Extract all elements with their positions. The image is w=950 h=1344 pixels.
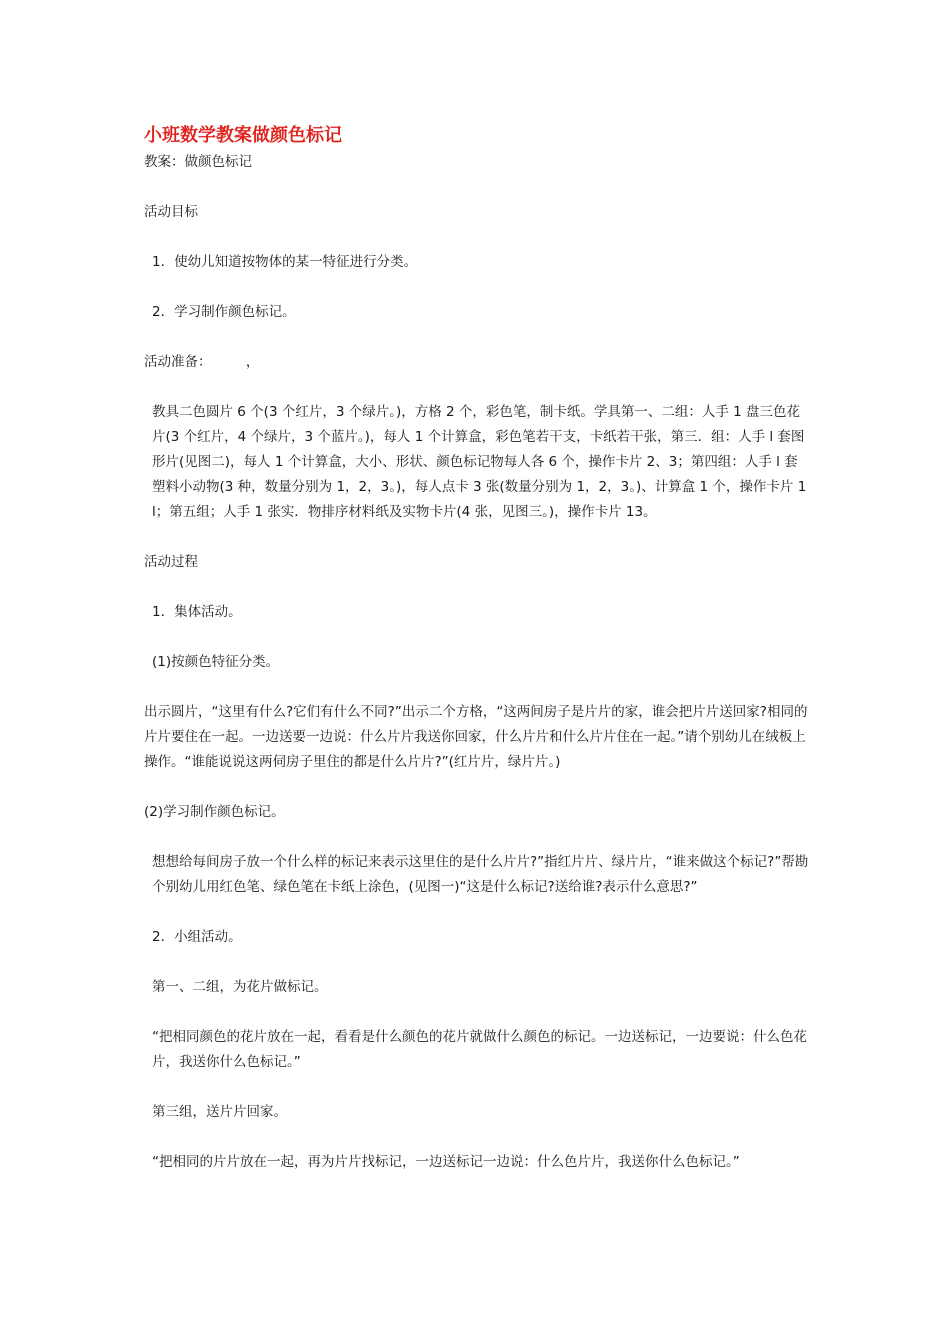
preparation-paragraph: 教具二色圆片 6 个(3 个红片，3 个绿片。)，方格 2 个，彩色笔，制卡纸。学具第一、二组：人手 1 盘三色花片(3 个红片，4 个绿片，3 个蓝片。)，每人 1 个计算盒，彩色笔若干支，卡纸若干张，第三．组：人手 l 套图形片(见图二)，每人 1 个计算盒，大小、形状、颜色标记物每人各 6 个，操作卡片 2、3；第四组：人手 l 套塑料小动物(3 种，数量分别为 1，2，3。)，每人点卡 3 张(数量分别为 1，2，3。)、计算盒 1 个，操作卡片 1l；第五组；人手 1 张实．物排序材料纸及实物卡片(4 张，见图三。)，操作卡片 13。	[152, 404, 807, 520]
group-1-2-heading: 第一、二组，为花片做标记。	[152, 979, 328, 995]
process-paragraph-1: 出示圆片，“这里有什么?它们有什么不同?”出示二个方格，“这两间房子是片片的家，谁会把片片送回家?相同的片片要住在一起。一边送要一边说：什么片片我送你回家，什么片片和什么片片住在一起。”请个别幼儿在绒板上操作。“谁能说说这两伺房子里住的都是什么片片?”(红片片，绿片片。)	[144, 704, 808, 770]
section-heading-goals: 活动目标	[144, 204, 198, 220]
document-page	[144, 122, 810, 1175]
process-paragraph-2: 想想给每间房子放一个什么样的标记来表示这里住的是什么片片?”指红片片、绿片片，“谁来做这个标记?”帮勘个别幼儿用红色笔、绿色笔在卡纸上涂色，(见图一)“这是什么标记?送给谁?表示什么意思?”	[152, 854, 809, 895]
goal-item-2: 2．学习制作颜色标记。	[152, 304, 296, 320]
section-heading-preparation: 活动准备： ，	[144, 354, 260, 370]
group-3-heading: 第三组，送片片回家。	[152, 1104, 287, 1120]
group-1-2-paragraph: “把相同颜色的花片放在一起，看看是什么颜色的花片就做什么颜色的标记。一边送标记，一边要说：什么色花片，我送你什么色标记。”	[152, 1029, 807, 1070]
process-step-1: 1．集体活动。	[152, 604, 242, 620]
section-heading-process: 活动过程	[144, 554, 198, 570]
process-substep-1: (1)按颜色特征分类。	[152, 654, 280, 670]
lesson-subtitle: 教案：做颜色标记	[144, 154, 252, 170]
process-substep-2: (2)学习制作颜色标记。	[144, 804, 285, 820]
group-3-paragraph: “把相同的片片放在一起，再为片片找标记，一边送标记一边说：什么色片片，我送你什么色标记。”	[152, 1154, 740, 1170]
document-title: 小班数学教案做颜色标记	[144, 125, 342, 146]
goal-item-1: 1．使幼儿知道按物体的某一特征进行分类。	[152, 254, 418, 270]
process-step-2: 2．小组活动。	[152, 929, 242, 945]
